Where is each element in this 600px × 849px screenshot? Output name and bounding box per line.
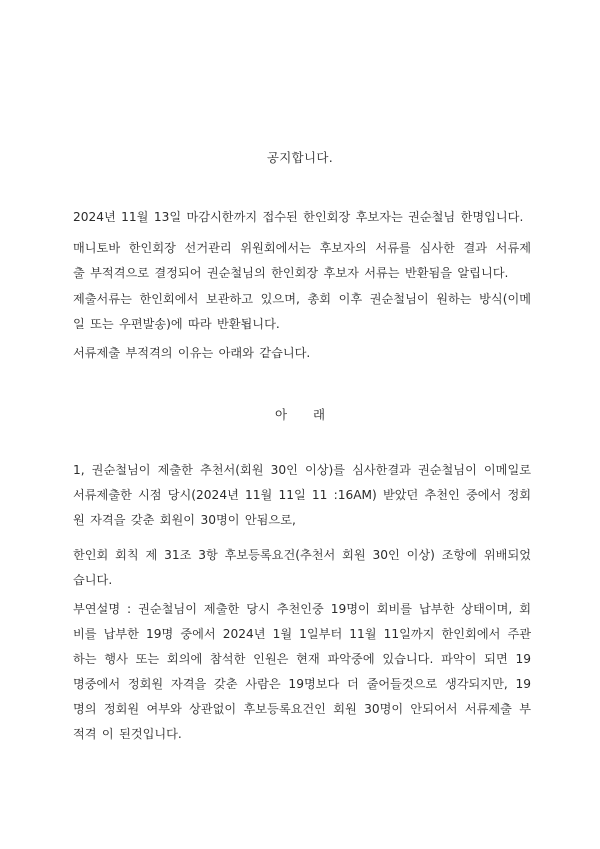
paragraph-reason-intro [73,341,531,366]
reason-line: 원 자격을 갖춘 회원이 30명이 안됨으로, [73,513,296,527]
document-title: 공지합니다. [266,150,334,165]
paragraph-line: 제출서류는 한인회에서 보관하고 있으며, 총회 이후 권순철님이 원하는 방식(이메 [73,292,531,306]
reason-line: 부연설명 : 권순철님이 제출한 당시 추천인중 19명이 회비를 납부한 상태이며, 회 [73,602,531,616]
paragraph-candidate-count [73,205,531,230]
paragraph-line: 2024년 11월 13일 마감시한까지 접수된 한인회장 후보자는 권순철님 한명입니다. [73,210,524,224]
paragraph-document-return [73,287,531,337]
reason-line: 한인회 회칙 제 31조 3항 후보등록요건(추천서 회원 30인 이상) 조항에 위배되었 [73,548,531,562]
reason-line: 습니다. [73,573,113,587]
reason-additional-explanation [73,597,531,747]
section-heading: 아 래 [274,407,326,422]
reason-line: 서류제출한 시점 당시(2024년 11월 11일 11 :16AM) 받았던 추천인 중에서 정회 [73,488,531,502]
reason-line: 명의 정회원 여부와 상관없이 후보등록요건인 회원 30명이 안되어서 서류제출 부 [73,702,531,716]
paragraph-line: 매니토바 한인회장 선거관리 위원회에서는 후보자의 서류를 심사한 결과 서류제 [73,241,531,255]
reason-line: 1, 권순철님이 제출한 추천서(회원 30인 이상)를 심사한결과 권순철님이 이메일로 [73,463,531,477]
reason-line: 하는 행사 또는 회의에 참석한 인원은 현재 파악중에 있습니다. 파악이 되면 19 [73,652,531,666]
paragraph-line: 일 또는 우편발송)에 따라 반환됩니다. [73,317,280,331]
paragraph-line: 서류제출 부적격의 이유는 아래와 같습니다. [73,346,311,360]
paragraph-committee-decision [73,236,531,286]
paragraph-line: 출 부적격으로 결정되어 권순철님의 한인회장 후보자 서류는 반환됨을 알립니다. [73,266,509,280]
reason-1 [73,458,531,533]
reason-bylaw-violation [73,543,531,593]
reason-line: 비를 납부한 19명 중에서 2024년 1월 1일부터 11월 11일까지 한인회에서 주관 [73,627,531,641]
reason-line: 적격 이 된것입니다. [73,727,182,741]
reason-line: 명중에서 정회원 자격을 갖춘 사람은 19명보다 더 줄어들것으로 생각되지만, 19 [73,677,531,691]
